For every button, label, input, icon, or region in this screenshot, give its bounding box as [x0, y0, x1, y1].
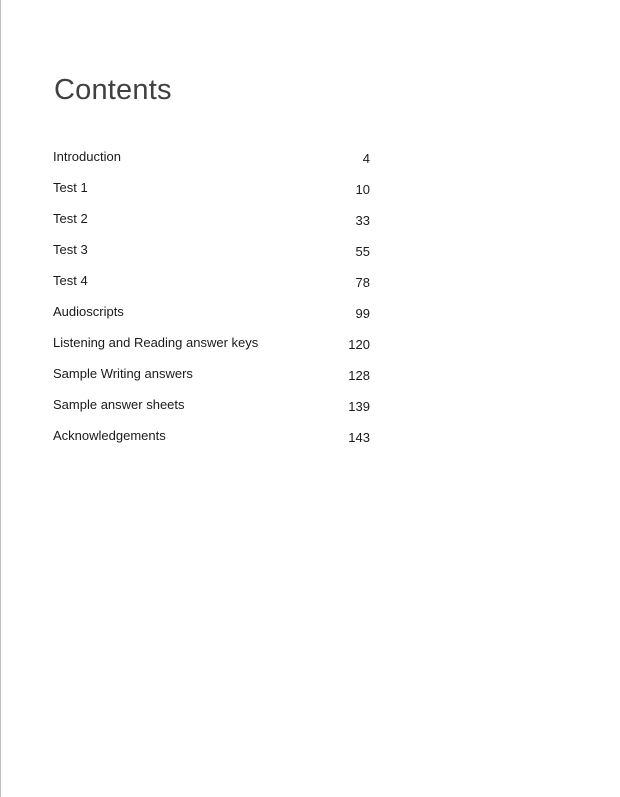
toc-entry-page-number: 128: [348, 368, 370, 383]
toc-entry-label: Test 1: [53, 180, 88, 195]
toc-entry-test-1: [52, 179, 372, 210]
toc-entry-test-4: [52, 272, 372, 303]
toc-entry-test-2: [52, 210, 372, 241]
toc-entry-sample-writing: [52, 365, 372, 396]
toc-entry-acknowledgements: [52, 427, 372, 458]
toc-entry-page-number: 143: [348, 430, 370, 445]
toc-entry-answer-keys: [52, 334, 372, 365]
toc-entry-label: Test 4: [53, 273, 88, 288]
toc-entry-page-number: 139: [348, 399, 370, 414]
toc-entry-page-number: 33: [355, 213, 370, 228]
toc-entry-page-number: 10: [355, 182, 370, 197]
toc-entry-label: Audioscripts: [53, 304, 124, 319]
toc-entry-label: Acknowledgements: [53, 428, 166, 443]
table-of-contents: [52, 148, 372, 458]
page-left-edge: [0, 0, 1, 797]
toc-entry-label: Test 2: [53, 211, 88, 226]
toc-entry-audioscripts: [52, 303, 372, 334]
toc-entry-page-number: 55: [355, 244, 370, 259]
page-title: Contents: [54, 74, 172, 106]
toc-entry-page-number: 99: [355, 306, 370, 321]
toc-entry-page-number: 4: [362, 151, 370, 166]
toc-entry-label: Introduction: [53, 149, 121, 164]
toc-entry-answer-sheets: [52, 396, 372, 427]
toc-entry-test-3: [52, 241, 372, 272]
toc-entry-label: Test 3: [53, 242, 88, 257]
toc-entry-introduction: [52, 148, 372, 179]
toc-entry-label: Listening and Reading answer keys: [53, 335, 259, 350]
toc-entry-label: Sample answer sheets: [53, 397, 185, 412]
toc-entry-page-number: 120: [348, 337, 370, 352]
toc-entry-page-number: 78: [355, 275, 370, 290]
toc-entry-label: Sample Writing answers: [53, 366, 193, 381]
